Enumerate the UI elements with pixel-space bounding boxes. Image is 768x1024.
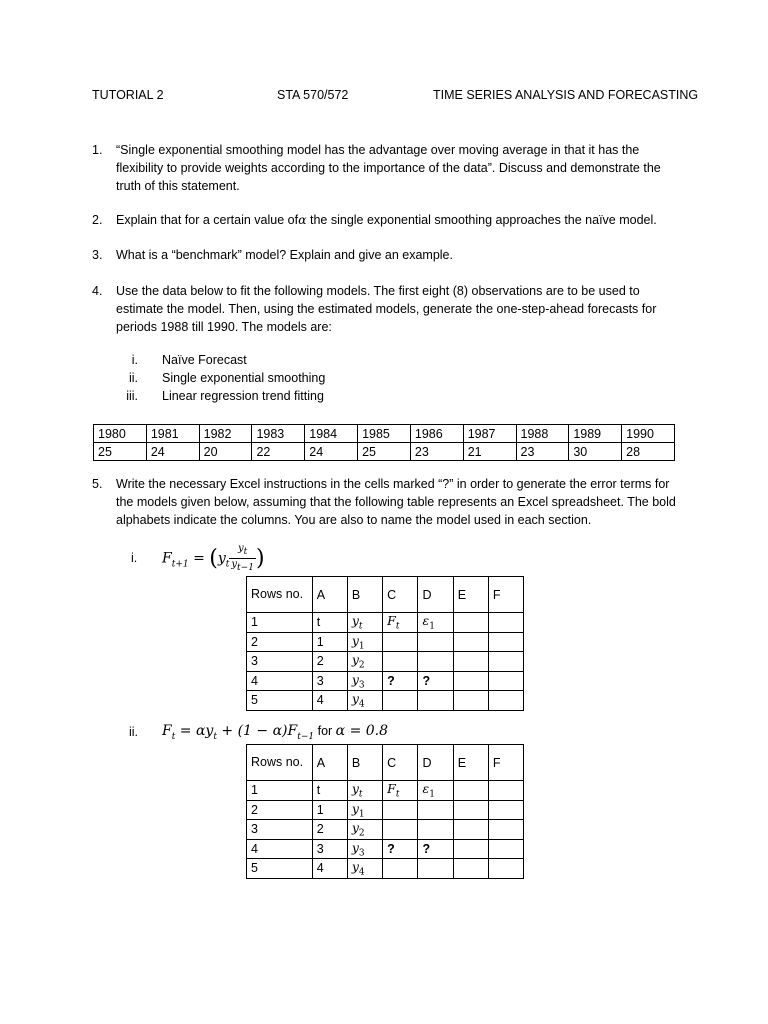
sheet-cell: 2: [312, 652, 347, 672]
sheet-row: [247, 839, 524, 859]
fraction-denominator: [229, 559, 256, 574]
sheet-cell: [453, 839, 488, 859]
sheet-cell: [383, 781, 418, 801]
sheet-cell: [347, 671, 382, 691]
spreadsheet-i: [246, 576, 524, 711]
sheet-cell: [488, 800, 523, 820]
cell-sub: 2: [358, 660, 365, 671]
formula-y: y: [231, 559, 238, 570]
question-text-part: the single exponential smoothing approaches the naïve model.: [306, 213, 657, 227]
cell-var: y: [351, 671, 359, 687]
section-i-number: i.: [131, 551, 138, 565]
cell-sub: t: [395, 789, 400, 800]
formula-sub: t: [225, 559, 230, 570]
sheet-cell: 2: [312, 820, 347, 840]
value-cell: 23: [410, 443, 463, 461]
right-paren-icon: ): [255, 546, 265, 571]
sheet-row-label: 4: [247, 839, 313, 859]
model-number: i.: [131, 353, 138, 367]
question-text: Write the necessary Excel instructions in the cells marked “?” in order to generate the error terms for the models given below, assuming that the following table represents an Excel spreadsheet. The bold alphabets indicate the columns. You are also to name the model used in each section.: [116, 477, 676, 527]
cell-var: y: [351, 800, 359, 816]
formula-part: = αy: [175, 723, 214, 739]
left-paren-icon: (: [209, 546, 218, 571]
value-cell: 20: [199, 443, 252, 461]
sheet-cell: [383, 613, 418, 633]
sheet-cell: [347, 632, 382, 652]
section-i-formula: [162, 543, 265, 574]
header-right: TIME SERIES ANALYSIS AND FORECASTING: [433, 88, 699, 102]
sheet-cell: [383, 632, 418, 652]
formula-y: y: [217, 550, 226, 567]
question-text: [116, 211, 678, 229]
cell-sub: 1: [358, 809, 365, 819]
cell-var: y: [351, 839, 359, 855]
sheet-col-header: B: [347, 745, 382, 781]
sheet-cell: [418, 632, 453, 652]
sheet-row-label: 4: [247, 671, 313, 691]
sheet-col-header: C: [383, 745, 418, 781]
formula-sub: t: [171, 731, 176, 742]
sheet-cell: [383, 652, 418, 672]
sheet-cell: [418, 781, 453, 801]
value-cell: 23: [516, 443, 569, 461]
sheet-col-header: Rows no.: [247, 577, 313, 613]
year-cell: 1983: [252, 425, 305, 443]
sheet-row-label: 1: [247, 781, 313, 801]
question-number: 3.: [92, 248, 103, 262]
sheet-row: [247, 632, 524, 652]
sheet-row: [247, 691, 524, 711]
sheet-row-label: 5: [247, 859, 313, 879]
formula-sub: t: [243, 547, 248, 557]
cell-sub: 2: [358, 828, 365, 839]
sheet-row-label: 5: [247, 691, 313, 711]
formula-sub: t: [213, 731, 217, 742]
sheet-cell: [347, 820, 382, 840]
sheet-cell: 4: [312, 859, 347, 879]
formula-target-cell[interactable]: ?: [383, 839, 418, 859]
sheet-cell: [453, 632, 488, 652]
sheet-cell: [418, 691, 453, 711]
cell-sub: 1: [358, 641, 365, 651]
sheet-cell: 1: [312, 632, 347, 652]
alpha-symbol: α: [298, 212, 307, 227]
year-cell: 1990: [622, 425, 675, 443]
formula-sub: t−1: [297, 731, 315, 742]
year-cell: 1986: [410, 425, 463, 443]
year-cell: 1989: [569, 425, 622, 443]
sheet-cell: [347, 613, 382, 633]
year-cell: 1980: [94, 425, 147, 443]
sheet-cell: [347, 859, 382, 879]
cell-sub: t: [358, 789, 363, 800]
model-number: ii.: [128, 371, 138, 385]
cell-sub: t: [395, 621, 400, 632]
cell-var: y: [351, 652, 359, 667]
question-number: 1.: [92, 143, 103, 157]
cell-var: y: [351, 820, 359, 835]
formula-fraction: [229, 543, 256, 574]
sheet-cell: [383, 820, 418, 840]
question-number: 5.: [92, 477, 103, 491]
sheet-cell: t: [312, 613, 347, 633]
formula-f: F: [162, 723, 172, 739]
sheet-col-header: E: [453, 745, 488, 781]
sheet-cell: [453, 613, 488, 633]
section-ii-number: ii.: [129, 725, 139, 739]
sheet-cell: [488, 839, 523, 859]
sheet-cell: [383, 691, 418, 711]
model-label: Single exponential smoothing: [162, 371, 326, 385]
data-table: [93, 424, 675, 461]
sheet-cell: 1: [312, 800, 347, 820]
cell-sub: 3: [358, 680, 365, 690]
sheet-row-label: 3: [247, 652, 313, 672]
section-ii-formula: [162, 723, 388, 742]
value-cell: 25: [358, 443, 411, 461]
sheet-cell: 3: [312, 671, 347, 691]
value-cell: 24: [146, 443, 199, 461]
sheet-cell: [418, 820, 453, 840]
cell-var: F: [387, 613, 396, 628]
sheet-row: [247, 800, 524, 820]
value-cell: 28: [622, 443, 675, 461]
sheet-cell: [488, 632, 523, 652]
sheet-col-header: B: [347, 577, 382, 613]
question-text: “Single exponential smoothing model has the advantage over moving average in that it has the flexibility to provide weights according to the importance of the data”. Discuss and demonstrate the truth of this statement.: [116, 143, 661, 193]
sheet-cell: [453, 820, 488, 840]
sheet-col-header: F: [488, 577, 523, 613]
sheet-cell: [488, 652, 523, 672]
value-row: [94, 443, 675, 461]
sheet-col-header: C: [383, 577, 418, 613]
cell-sub: 4: [358, 699, 365, 710]
sheet-cell: [347, 781, 382, 801]
sheet-row-label: 3: [247, 820, 313, 840]
question-text-part: Explain that for a certain value of: [116, 213, 299, 227]
cell-sub: t: [358, 621, 363, 632]
sheet-col-header: A: [312, 577, 347, 613]
fraction-numerator: [229, 543, 256, 559]
cell-sub: 1: [429, 621, 435, 632]
sheet-row-label: 2: [247, 800, 313, 820]
sheet-col-header: F: [488, 745, 523, 781]
sheet-row-label: 1: [247, 613, 313, 633]
year-row: [94, 425, 675, 443]
year-cell: 1984: [305, 425, 358, 443]
sheet-cell: [453, 859, 488, 879]
spreadsheet-ii: [246, 744, 524, 879]
sheet-cell: [488, 859, 523, 879]
sheet-header-row: [247, 577, 524, 613]
cell-var: y: [351, 859, 359, 874]
formula-f: F: [162, 550, 172, 567]
sheet-cell: [488, 820, 523, 840]
sheet-cell: [347, 839, 382, 859]
sheet-row: [247, 781, 524, 801]
sheet-col-header: D: [418, 577, 453, 613]
value-cell: 21: [463, 443, 516, 461]
sheet-col-header: E: [453, 577, 488, 613]
formula-condition: α = 0.8: [335, 723, 389, 739]
sheet-row: [247, 613, 524, 633]
formula-sub: t−1: [237, 563, 254, 573]
header-center: STA 570/572: [277, 88, 349, 102]
value-cell: 24: [305, 443, 358, 461]
value-cell: 30: [569, 443, 622, 461]
sheet-cell: [488, 613, 523, 633]
sheet-cell: [453, 652, 488, 672]
sheet-cell: [453, 800, 488, 820]
sheet-row: [247, 652, 524, 672]
value-cell: 25: [94, 443, 147, 461]
question-number: 4.: [92, 284, 103, 298]
sheet-cell: [418, 859, 453, 879]
sheet-cell: t: [312, 781, 347, 801]
sheet-cell: [488, 691, 523, 711]
formula-sub: t+1: [171, 559, 189, 570]
sheet-cell: [347, 652, 382, 672]
cell-var: F: [387, 781, 396, 796]
cell-var: y: [351, 632, 359, 648]
cell-var: ε: [422, 613, 430, 628]
sheet-cell: [488, 781, 523, 801]
formula-equals: =: [193, 550, 205, 567]
cell-var: y: [351, 691, 359, 706]
sheet-cell: [383, 859, 418, 879]
sheet-col-header: Rows no.: [247, 745, 313, 781]
model-label: Linear regression trend fitting: [162, 389, 324, 403]
sheet-cell: [347, 800, 382, 820]
model-number: iii.: [126, 389, 138, 403]
formula-for-text: for: [314, 724, 336, 738]
sheet-cell: [453, 781, 488, 801]
cell-sub: 1: [429, 789, 435, 800]
sheet-cell: [488, 671, 523, 691]
header-left: TUTORIAL 2: [92, 88, 164, 102]
year-cell: 1982: [199, 425, 252, 443]
cell-sub: 3: [358, 848, 365, 858]
model-label: Naïve Forecast: [162, 353, 247, 367]
cell-var: y: [351, 781, 359, 796]
sheet-row-label: 2: [247, 632, 313, 652]
question-text: What is a “benchmark” model? Explain and give an example.: [116, 248, 453, 262]
sheet-cell: [383, 800, 418, 820]
year-cell: 1988: [516, 425, 569, 443]
sheet-col-header: A: [312, 745, 347, 781]
formula-target-cell[interactable]: ?: [418, 671, 453, 691]
sheet-cell: [418, 613, 453, 633]
sheet-cell: [453, 691, 488, 711]
formula-y: y: [238, 543, 244, 554]
sheet-cell: [453, 671, 488, 691]
sheet-cell: 4: [312, 691, 347, 711]
sheet-row: [247, 671, 524, 691]
sheet-cell: 3: [312, 839, 347, 859]
formula-target-cell[interactable]: ?: [383, 671, 418, 691]
value-cell: 22: [252, 443, 305, 461]
sheet-row: [247, 859, 524, 879]
formula-target-cell[interactable]: ?: [418, 839, 453, 859]
question-text: Use the data below to fit the following models. The first eight (8) observations are to be used to estimate the model. Then, using the estimated models, generate the one-step-ahead forecasts for periods 1988 till 1990. The models are:: [116, 284, 657, 334]
sheet-col-header: D: [418, 745, 453, 781]
year-cell: 1981: [146, 425, 199, 443]
cell-var: y: [351, 613, 359, 628]
cell-var: ε: [422, 781, 430, 796]
sheet-cell: [418, 800, 453, 820]
year-cell: 1985: [358, 425, 411, 443]
sheet-row: [247, 820, 524, 840]
formula-part: + (1 − α)F: [216, 723, 298, 739]
sheet-cell: [418, 652, 453, 672]
sheet-header-row: [247, 745, 524, 781]
sheet-cell: [347, 691, 382, 711]
year-cell: 1987: [463, 425, 516, 443]
cell-sub: 4: [358, 867, 365, 878]
question-number: 2.: [92, 213, 103, 227]
